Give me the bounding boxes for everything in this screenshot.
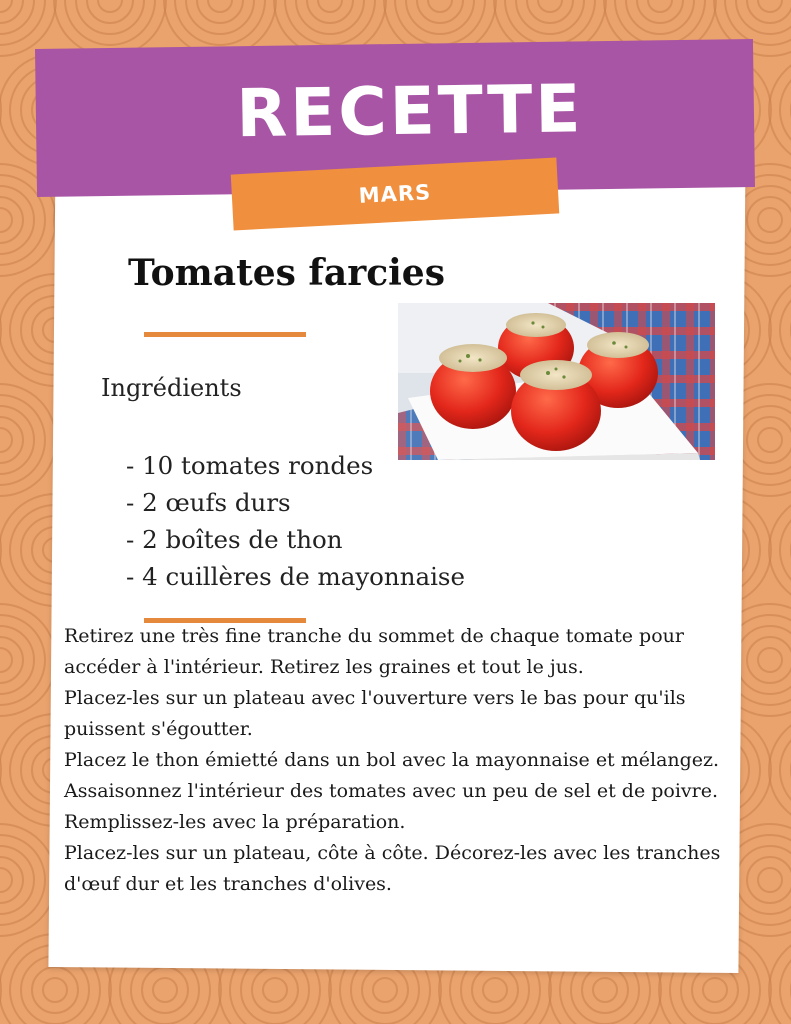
instruction-step: Assaisonnez l'intérieur des tomates avec un peu de sel et de poivre. (64, 780, 719, 802)
instruction-step: Remplissez-les avec la préparation. (64, 811, 406, 833)
ingredient-item: - 2 boîtes de thon (126, 525, 343, 554)
ingredient-item: - 4 cuillères de mayonnaise (126, 562, 465, 591)
ingredient-item: - 2 œufs durs (126, 488, 291, 517)
stuffed-tomatoes-photo (398, 303, 715, 460)
ingredients-list (126, 447, 465, 595)
ingredients-heading: Ingrédients (101, 374, 242, 402)
ingredient-item: - 10 tomates rondes (126, 451, 374, 480)
instruction-step: Placez le thon émietté dans un bol avec la mayonnaise et mélangez. (64, 749, 720, 771)
recipe-title: Tomates farcies (128, 252, 445, 294)
title-divider (144, 332, 306, 337)
instruction-step: Placez-les sur un plateau, côte à côte. Décorez-les avec les tranches d'œuf dur et les tranches d'olives. (64, 842, 721, 895)
instruction-step: Placez-les sur un plateau avec l'ouverture vers le bas pour qu'ils puissent s'égoutter. (64, 687, 686, 740)
instruction-step: Retirez une très fine tranche du sommet de chaque tomate pour accéder à l'intérieur. Retirez les graines et tout le jus. (64, 625, 684, 678)
month-label: MARS (358, 180, 432, 208)
banner-title: RECETTE (235, 69, 584, 152)
instructions (64, 621, 734, 900)
